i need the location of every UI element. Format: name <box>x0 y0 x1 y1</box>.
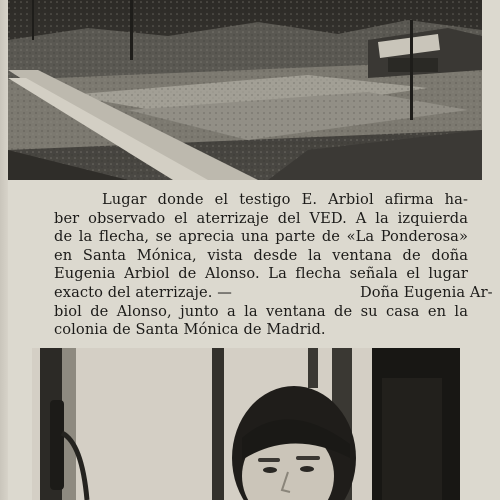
caption-line: de la flecha, se aprecia una parte de «La Ponderosa» <box>54 228 468 246</box>
caption-line-part: Doña Eugenia Ar- <box>359 283 493 301</box>
caption-line: Lugar donde el testigo E. Arbiol afirma ha- <box>102 191 468 208</box>
caption-line: ber observado el aterrizaje del VED. A la izquierda <box>54 209 468 227</box>
caption-line-split <box>54 283 493 303</box>
portrait-photo-image <box>32 348 460 500</box>
landscape-photo-image <box>8 0 482 180</box>
portrait-photo <box>32 348 460 500</box>
landscape-photo <box>8 0 482 180</box>
caption-line: biol de Alonso, junto a la ventana de su casa en la <box>54 302 468 320</box>
photo-caption <box>54 191 493 340</box>
caption-line-part: exacto del aterrizaje. — <box>54 283 232 301</box>
caption-line: Eugenia Arbiol de Alonso. La flecha señala el lugar <box>54 265 468 283</box>
caption-line: colonia de Santa Mónica de Madrid. <box>54 321 326 339</box>
caption-line: en Santa Mónica, vista desde la ventana de doña <box>54 246 468 264</box>
page-edge <box>0 0 8 500</box>
